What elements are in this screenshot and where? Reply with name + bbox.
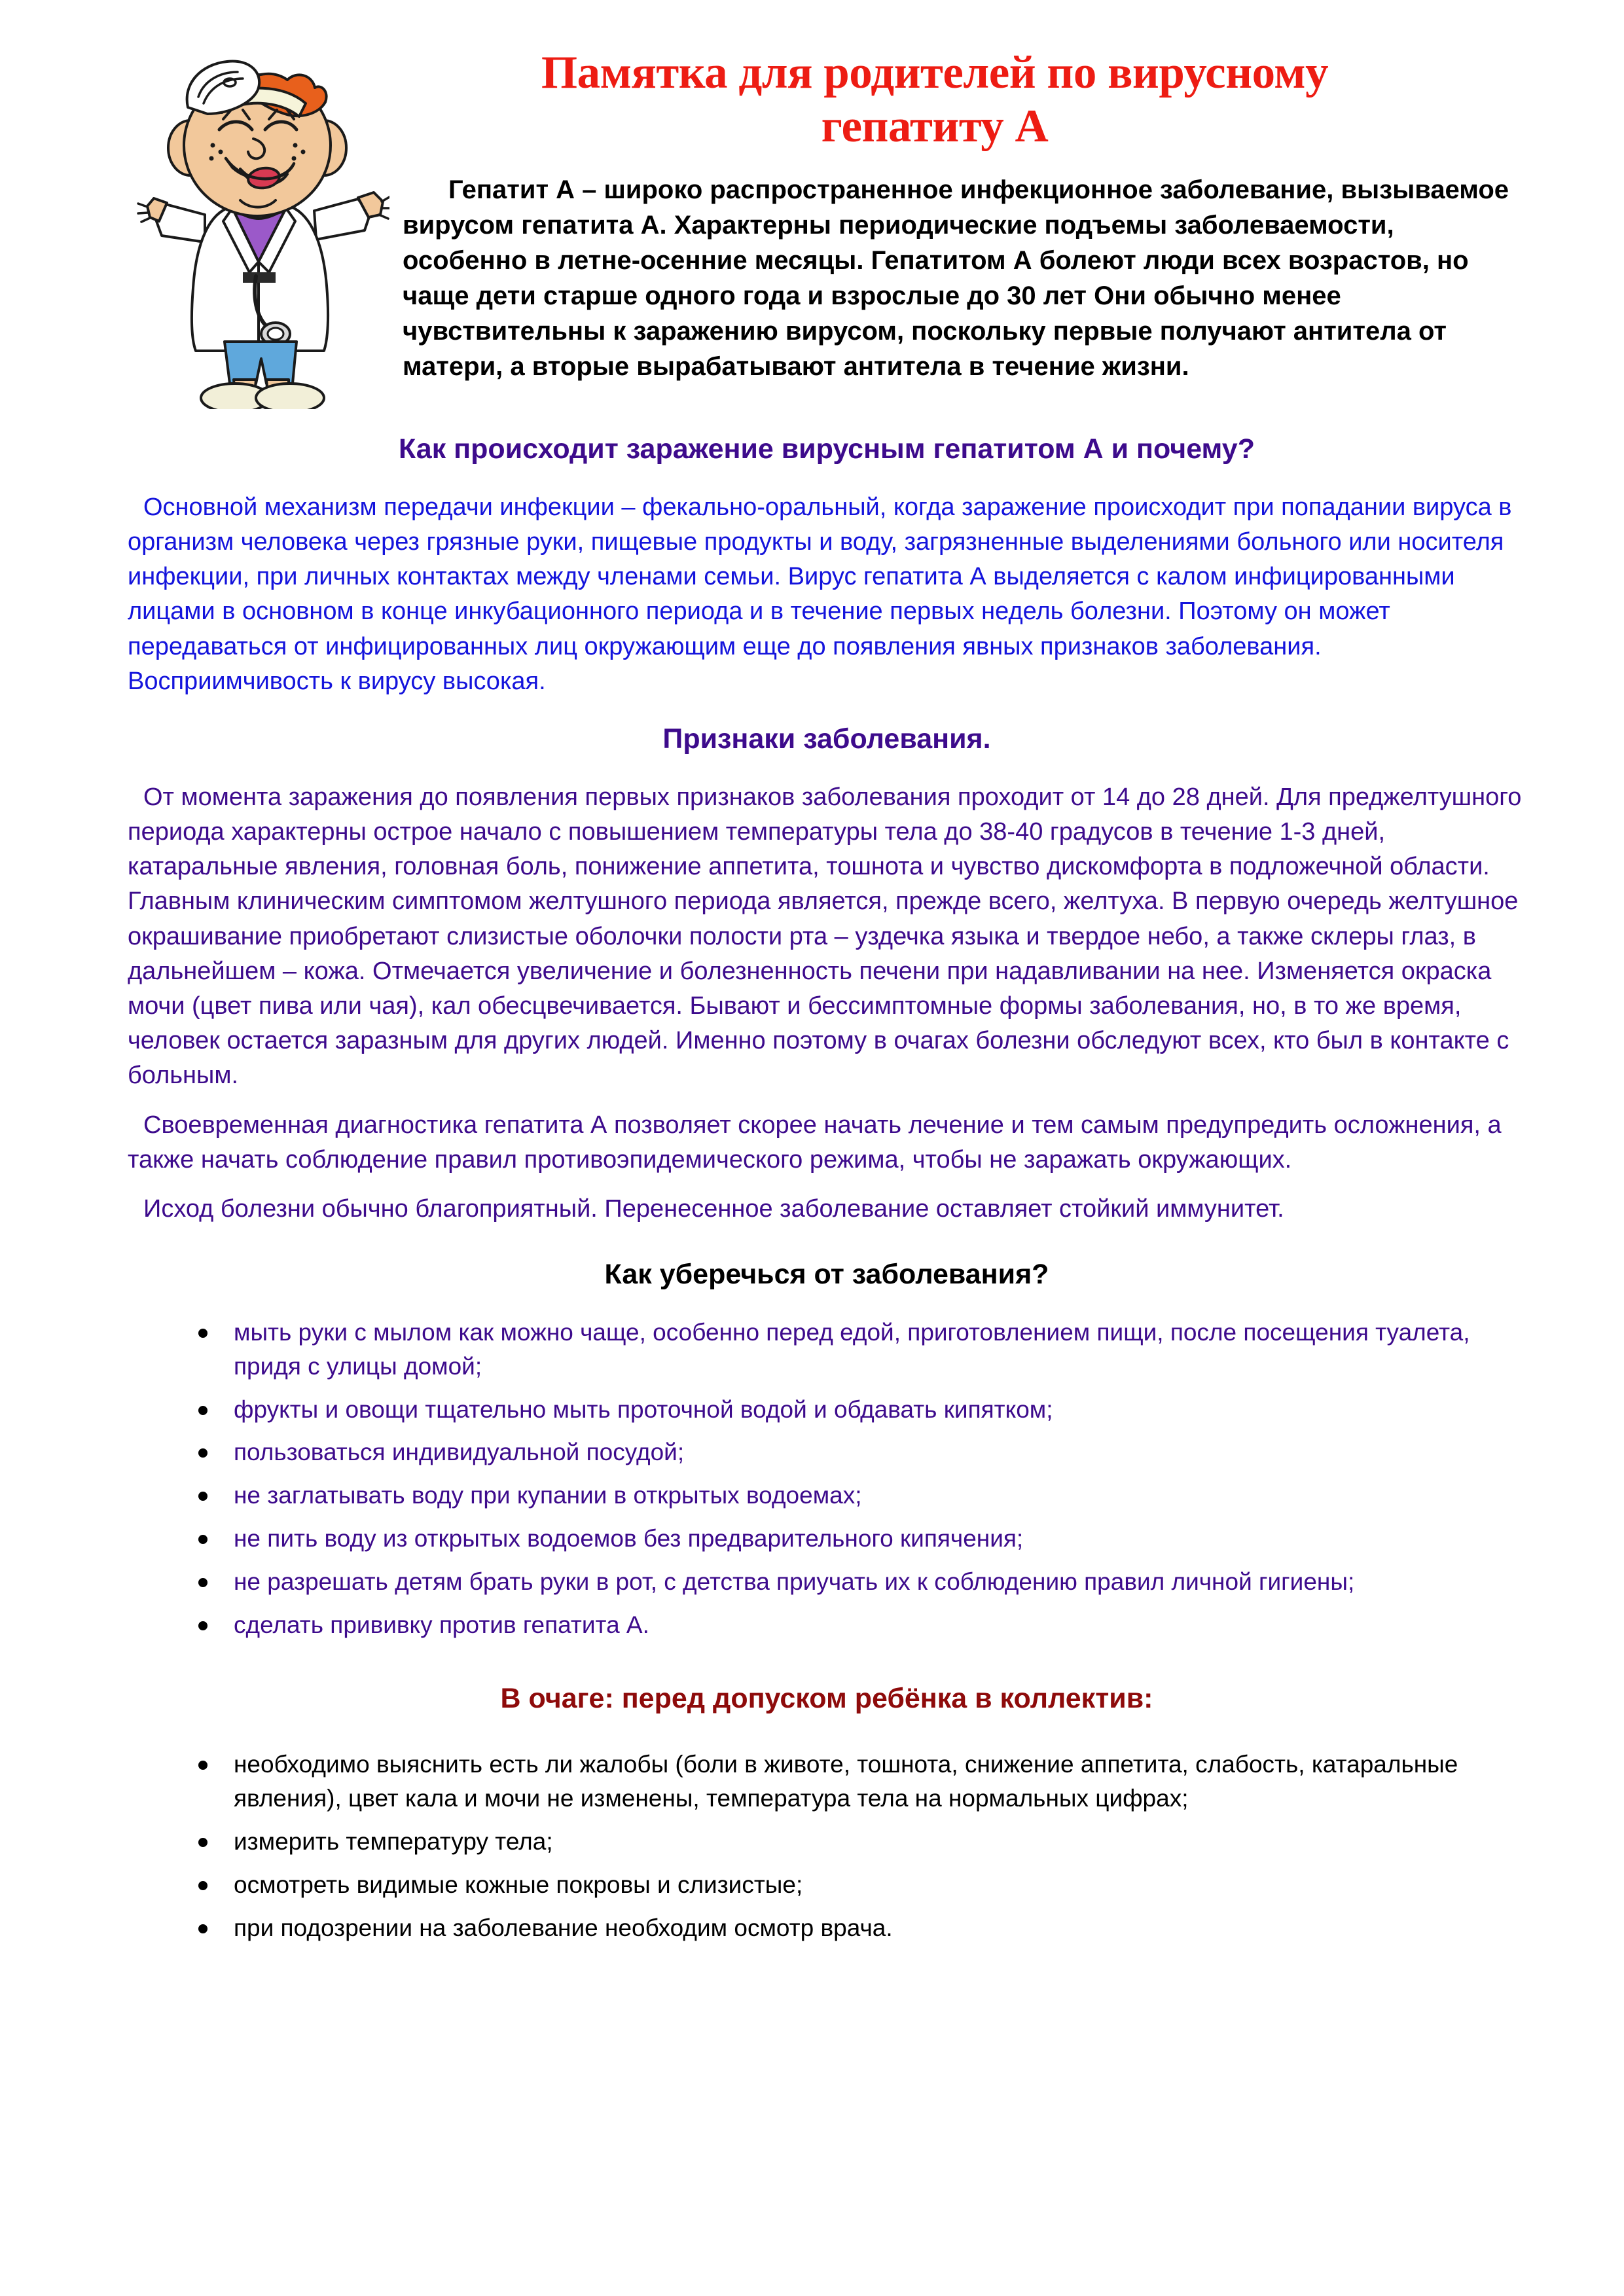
- page-title-line-1: Памятка для родителей по вирусному: [541, 47, 1329, 98]
- list-item: не заглатывать воду при купании в открытых водоемах;: [193, 1479, 1526, 1513]
- section-heading-prevention: Как уберечься от заболевания?: [604, 1259, 1049, 1291]
- list-item: сделать прививку против гепатита А.: [193, 1608, 1526, 1642]
- section-paragraph-transmission: Основной механизм передачи инфекции – фекально-оральный, когда заражение происходит при попадании вируса в организм человека через грязные руки, пищевые продукты и воду, загрязненные выделениями больного или носителя инфекции, при личных контактах между членами семьи. Вирус гепатита А выделяется с калом инфицированными лицами в основном в конце инкубационного периода и в течение первых недель болезни. Поэтому он может передаваться от инфицированных лиц окружающим еще до появления явных признаков заболевания. Восприимчивость к вирусу высокая.: [128, 493, 1512, 695]
- list-item: при подозрении на заболевание необходим осмотр врача.: [193, 1911, 1526, 1945]
- intro-paragraph: Гепатит А – широко распространенное инфекционное заболевание, вызываемое вирусом гепатита А. Характерны периодические подъемы заболеваемости, особенно в летне-осенние месяцы. Гепатитом А болеют люди всех возрастов, но чаще дети старше одного года и взрослые до 30 лет Они обычно менее чувствительны к заражению вирусом, поскольку первые получают антитела от матери, а вторые вырабатывают антитела в течение жизни.: [403, 175, 1509, 381]
- outbreak-bullet-list: [128, 1748, 1526, 1945]
- section-heading-outbreak: В очаге: перед допуском ребёнка в коллектив:: [500, 1683, 1153, 1715]
- list-item: необходимо выяснить есть ли жалобы (боли в животе, тошнота, снижение аппетита, слабость, катаральные явления), цвет кала и мочи не изменены, температура тела на нормальных цифрах;: [193, 1748, 1526, 1816]
- cartoon-doctor-icon: [128, 46, 389, 409]
- page-title-line-2: гепатиту А: [821, 101, 1049, 152]
- section-paragraph-symptoms-2: Своевременная диагностика гепатита А позволяет скорее начать лечение и тем самым предупредить осложнения, а также начать соблюдение правил противоэпидемического режима, чтобы не заражать окружающих.: [128, 1111, 1502, 1174]
- header-block: [128, 39, 1526, 409]
- section-paragraph-symptoms-3: Исход болезни обычно благоприятный. Перенесенное заболевание оставляет стойкий иммунитет.: [143, 1194, 1284, 1223]
- list-item: фрукты и овощи тщательно мыть проточной водой и обдавать кипятком;: [193, 1393, 1526, 1427]
- list-item: не разрешать детям брать руки в рот, с детства приучать их к соблюдению правил личной гигиены;: [193, 1565, 1526, 1599]
- section-heading-symptoms: Признаки заболевания.: [662, 723, 991, 755]
- list-item: измерить температуру тела;: [193, 1825, 1526, 1859]
- list-item: мыть руки с мылом как можно чаще, особенно перед едой, приготовлением пищи, после посещения туалета, придя с улицы домой;: [193, 1316, 1526, 1384]
- list-item: осмотреть видимые кожные покровы и слизистые;: [193, 1868, 1526, 1902]
- prevention-bullet-list: [128, 1316, 1526, 1641]
- list-item: не пить воду из открытых водоемов без предварительного кипячения;: [193, 1522, 1526, 1556]
- cartoon-doctor-illustration: [128, 46, 389, 409]
- section-paragraph-symptoms-1: От момента заражения до появления первых признаков заболевания проходит от 14 до 28 дней. Для преджелтушного периода характерны острое начало с повышением температуры тела до 38-40 градусов в течение 1-3 дней, катаральные явления, головная боль, понижение аппетита, тошнота и чувство дискомфорта в подложечной области. Главным клиническим симптомом желтушного периода является, прежде всего, желтуха. В первую очередь желтушное окрашивание приобретают слизистые оболочки полости рта – уздечка языка и твердое небо, а также склеры глаз, в дальнейшем – кожа. Отмечается увеличение и болезненность печени при надавливании на нее. Изменяется окраска мочи (цвет пива или чая), кал обесцвечивается. Бывают и бессимптомные формы заболевания, но, в то же время, человек остается заразным для других людей. Именно поэтому в очагах болезни обследуют всех, кто был в контакте с больным.: [128, 783, 1522, 1090]
- list-item: пользоваться индивидуальной посудой;: [193, 1435, 1526, 1469]
- section-heading-transmission: Как происходит заражение вирусным гепатитом А и почему?: [399, 433, 1255, 465]
